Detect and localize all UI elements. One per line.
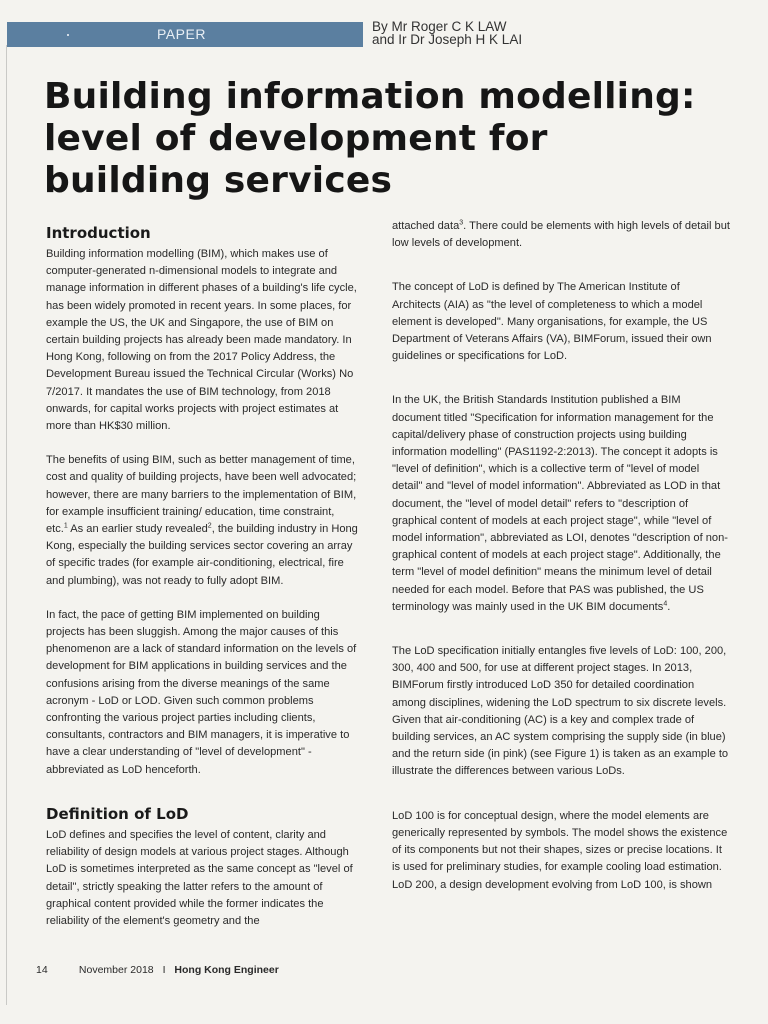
magazine-name: Hong Kong Engineer bbox=[174, 964, 279, 976]
page-number: 14 bbox=[36, 964, 48, 976]
right-paragraph-5: LoD 100 is for conceptual design, where the model elements are generically represented by symbols. The model shows the existence of its components but not their shapes, sizes or precise locations. It is used for preliminary studies, for example cooling load estimation. LoD 200, a design development evolving from LoD 100, is shown bbox=[392, 809, 728, 891]
rp1-text-b: . There could be elements with high levels of detail but low levels of development. bbox=[392, 220, 730, 250]
rp3-text-a: In the UK, the British Standards Institution published a BIM document titled "Specification for information management for the capital/delivery phase of construction projects using building information modelling" (PAS1192-2:2013). The concept it adopts is "level of definition", which is a collective term of "level of model detail" and "level of model information". Abbreviated as LOD in that document, the "level of model detail" refers to "description of graphical content of models at each project stage", while "level of model information", abbreviated as LOI, denotes "description of non-graphical content of models at each project stage". Additionally, the term "level of model definition" means the minimum level of detail needed for each model. Before that PAS was published, the US terminology was mainly used in the UK BIM documents bbox=[392, 394, 728, 613]
page-footer bbox=[36, 964, 279, 976]
definition-paragraph: LoD defines and specifies the level of content, clarity and reliability of design models at various project stages. Although LoD is sometimes interpreted as the same concept as "level of detail", strictly speaking the latter refers to the amount of graphical content provided while the former indicates the reliability of the element's geometry and the bbox=[46, 828, 353, 927]
footnote-1: 1 bbox=[63, 522, 68, 530]
byline-line-1: By Mr Roger C K LAW bbox=[372, 19, 507, 34]
footnote-3: 3 bbox=[459, 219, 464, 227]
right-column bbox=[392, 218, 730, 894]
p2-text-b: As an earlier study revealed bbox=[67, 523, 208, 536]
author-byline bbox=[372, 20, 522, 46]
right-paragraph-1 bbox=[392, 218, 730, 252]
footnote-4: 4 bbox=[663, 600, 668, 608]
title-line-1: Building information modelling: bbox=[44, 76, 696, 117]
p2-text-a: The benefits of using BIM, such as better management of time, cost and quality of building projects, have been well advocated; however, there are many barriers to the implementation of BIM, for example insufficient training/ education, time constraint, etc. bbox=[46, 454, 357, 536]
rp3-text-b: . bbox=[667, 600, 671, 613]
right-paragraph-4: The LoD specification initially entangles five levels of LoD: 100, 200, 300, 400 and 500, for use at different project stages. In 2013, BIMForum firstly introduced LoD 350 for detailed coordination among disciplines, widening the LoD spectrum to six discrete levels. Given that air-conditioning (AC) is a key and complex trade of building services, an AC system comprising the supply side (in blue) and the return side (in pink) (see Figure 1) is taken as an example to illustrate the differences between various LoDs. bbox=[392, 645, 729, 778]
intro-paragraph-1: Building information modelling (BIM), which makes use of computer-generated n-dimensional models to integrate and manage information in different phases of a building's life cycle, has been widely promoted in recent years. In some places, for example the US, the UK and Singapore, the use of BIM on certain building projects has already been made mandatory. In Hong Kong, following on from the 2017 Policy Address, the Development Bureau issued the Technical Circular (Works) No 7/2017. It mandates the use of BIM technology, from 2018 onwards, for capital works projects with project estimates at more than HK$30 million. bbox=[46, 248, 357, 433]
footnote-2: 2 bbox=[207, 522, 212, 530]
p2-text-c: , the building industry in Hong Kong, especially the building services sector covering an array of specific trades (for example air-conditioning, electrical, fire and plumbing), was not ready to fully adopt BIM. bbox=[46, 523, 358, 587]
issue-date: November 2018 bbox=[78, 964, 154, 976]
footer-separator: I bbox=[162, 964, 166, 976]
title-line-2: level of development for bbox=[44, 118, 548, 159]
title-line-3: building services bbox=[44, 160, 393, 201]
section-tag-label: PAPER bbox=[157, 26, 206, 42]
left-column bbox=[46, 224, 358, 930]
intro-paragraph-3: In fact, the pace of getting BIM implemented on building projects has been sluggish. Among the major causes of this phenomenon are a lack of standard information on the levels of development for BIM applications in building services and the confusions arising from the diverse meanings of the same acronym - LoD or LOD. Given such common problems confronting the various project parties including clients, consultants, contractors and BIM managers, it is imperative to have a clear understanding of "level of development" - abbreviated as LoD henceforth. bbox=[46, 608, 357, 776]
tag-dot bbox=[67, 34, 69, 36]
byline-line-2: and Ir Dr Joseph H K LAI bbox=[372, 32, 523, 47]
article-title bbox=[44, 76, 754, 202]
introduction-heading: Introduction bbox=[46, 224, 151, 242]
section-tag bbox=[7, 22, 363, 47]
intro-paragraph-2 bbox=[46, 452, 358, 590]
rp1-text-a: attached data bbox=[392, 220, 460, 232]
page-edge-rule bbox=[6, 45, 7, 1005]
definition-heading: Definition of LoD bbox=[46, 804, 189, 823]
right-paragraph-3 bbox=[392, 392, 730, 616]
right-paragraph-2: The concept of LoD is defined by The American Institute of Architects (AIA) as "the level of completeness to which a model element is developed". Many organisations, for example, the US Department of Veterans Affairs (VA), BIMForum, issued their own guidelines or specifications for LoD. bbox=[392, 281, 712, 363]
